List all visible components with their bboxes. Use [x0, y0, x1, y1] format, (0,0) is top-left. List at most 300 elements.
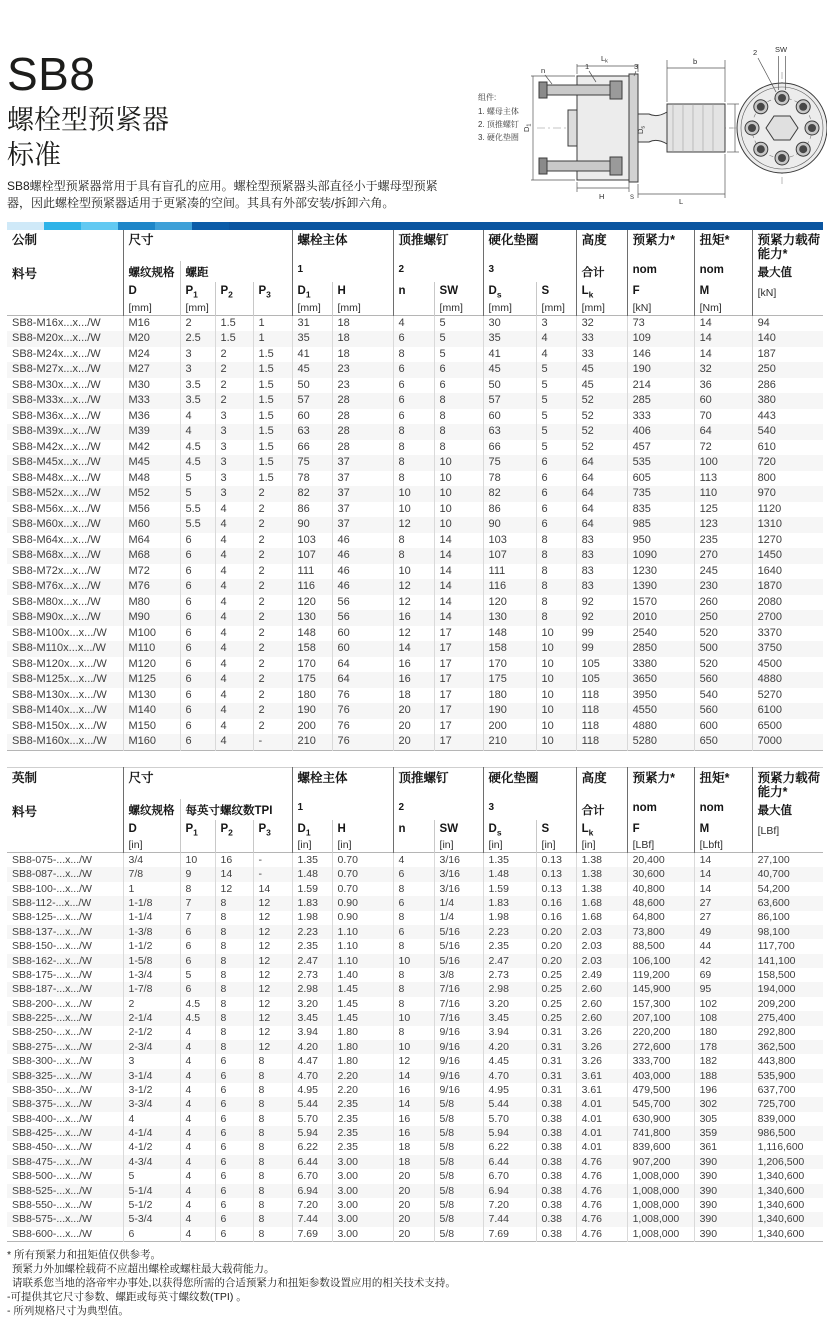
table-row [7, 1069, 823, 1083]
table-cell: 2 [253, 486, 292, 502]
table-cell: 78 [483, 471, 536, 487]
table-cell: 4 [215, 672, 253, 688]
table-cell: 2.03 [576, 925, 627, 939]
part-number-cell: SB8-525-...x.../W [12, 1184, 92, 1197]
table-cell: 3 [215, 424, 253, 440]
table-cell: 20 [393, 1227, 434, 1242]
part-number-cell: SB8-M160x...x.../W [12, 735, 107, 747]
table-cell: 6 [536, 471, 576, 487]
table-cell: 9/16 [434, 1026, 483, 1040]
table-cell: 1 [253, 331, 292, 347]
table-cell: 95 [694, 982, 752, 996]
table-cell: 1 [253, 315, 292, 331]
table-cell: 130 [292, 610, 332, 626]
col-capacity: [LBf] [752, 820, 823, 853]
metric-table [7, 230, 823, 751]
table-cell: 63 [483, 424, 536, 440]
table-cell: 2 [253, 533, 292, 549]
part-number-cell: SB8-100-...x.../W [12, 882, 92, 895]
table-cell: 4.70 [483, 1069, 536, 1083]
table-cell: 16 [393, 610, 434, 626]
part-number-cell: SB8-187-...x.../W [12, 983, 92, 996]
table-cell: 28 [332, 440, 393, 456]
table-cell: 92 [576, 610, 627, 626]
table-cell: 0.13 [536, 853, 576, 868]
table-cell: 12 [253, 911, 292, 925]
table-cell: 443,800 [752, 1054, 823, 1068]
table-cell: 839,600 [627, 1141, 694, 1155]
table-row [7, 517, 823, 533]
table-cell: 1-5/8 [123, 954, 180, 968]
table-cell: 10 [393, 1040, 434, 1054]
table-cell: 3.61 [576, 1083, 627, 1097]
table-cell: 8 [393, 982, 434, 996]
table-cell: M27 [123, 362, 180, 378]
table-cell: 130 [483, 610, 536, 626]
table-cell: 5 [434, 331, 483, 347]
imperial-table [7, 767, 823, 1243]
table-cell: 985 [627, 517, 694, 533]
table-cell: 6.22 [292, 1141, 332, 1155]
table-cell: 2.03 [576, 939, 627, 953]
part-number-cell: SB8-M16x...x.../W [7, 315, 123, 331]
table-cell: 8 [393, 440, 434, 456]
table-cell: 6 [180, 548, 215, 564]
table-cell: 1.5 [253, 471, 292, 487]
col-P3: $P_3$ [253, 282, 292, 315]
table-cell: 64 [576, 486, 627, 502]
table-cell: 8 [536, 564, 576, 580]
table-cell: 5 [536, 424, 576, 440]
table-cell: 8 [215, 1040, 253, 1054]
table-cell: 8 [393, 548, 434, 564]
group-jackbolts: 顶推螺钉 [393, 230, 483, 261]
table-cell: 116 [292, 579, 332, 595]
part-number-cell: SB8-350-...x.../W [12, 1083, 92, 1096]
table-cell: M64 [123, 533, 180, 549]
table-cell: 1-3/4 [123, 968, 180, 982]
table-cell: 50 [292, 378, 332, 394]
col-capacity: [kN] [752, 282, 823, 315]
table-cell: 41 [483, 347, 536, 363]
table-cell: 57 [292, 393, 332, 409]
table-cell: 6 [180, 533, 215, 549]
table-cell: M72 [123, 564, 180, 580]
table-cell: 3-3/4 [123, 1097, 180, 1111]
jackbolt-top-tip [610, 81, 622, 99]
table-cell: 10 [536, 641, 576, 657]
table-cell: 1-1/2 [123, 939, 180, 953]
col-M: M [Nm] [694, 282, 752, 315]
group-washer: 硬化垫圈 [483, 230, 576, 261]
table-cell: 10 [434, 486, 483, 502]
table-row [7, 455, 823, 471]
table-cell: 187 [752, 347, 823, 363]
dim-l-label: L [679, 197, 684, 206]
part-number-cell: SB8-162-...x.../W [12, 954, 92, 967]
table-cell: 14 [694, 347, 752, 363]
table-cell: 10 [434, 455, 483, 471]
part-number-cell: SB8-575-...x.../W [12, 1213, 92, 1226]
table-cell: 2.73 [292, 968, 332, 982]
table-cell: 2.03 [576, 954, 627, 968]
table-cell: 64 [576, 455, 627, 471]
table-cell: 5 [536, 409, 576, 425]
table-cell: 8 [253, 1212, 292, 1226]
table-cell: 4.76 [576, 1198, 627, 1212]
table-cell: 90 [292, 517, 332, 533]
table-cell: 1 [123, 882, 180, 896]
table-cell: 64 [332, 672, 393, 688]
table-cell: 6 [215, 1198, 253, 1212]
table-cell: 2 [253, 517, 292, 533]
table-cell: 4.20 [292, 1040, 332, 1054]
table-cell: 9/16 [434, 1083, 483, 1097]
table-cell: 2 [215, 378, 253, 394]
part-number-cell: SB8-M33x...x.../W [12, 394, 101, 406]
table-cell: 6 [215, 1169, 253, 1183]
table-row [7, 362, 823, 378]
table-cell: 64 [576, 471, 627, 487]
table-cell: 3/16 [434, 867, 483, 881]
table-cell: 7/8 [123, 867, 180, 881]
table-cell: 0.38 [536, 1155, 576, 1169]
table-cell: 285 [627, 393, 694, 409]
table-cell: 8 [393, 347, 434, 363]
table-cell: 4 [215, 657, 253, 673]
table-cell: 46 [332, 579, 393, 595]
part-number-cell: SB8-325-...x.../W [12, 1069, 92, 1082]
table-cell: 37 [332, 471, 393, 487]
table-cell: 8 [215, 896, 253, 910]
table-cell: 12 [215, 882, 253, 896]
table-row [7, 378, 823, 394]
table-cell: 7.20 [483, 1198, 536, 1212]
dim-d1-label: $D_1$ [522, 123, 533, 132]
part-number-cell: SB8-300-...x.../W [12, 1055, 92, 1068]
table-cell: 5/8 [434, 1097, 483, 1111]
table-row [7, 564, 823, 580]
sub-nom-preload: nom [627, 261, 694, 282]
table-cell: 540 [752, 424, 823, 440]
table-cell: 6.70 [483, 1169, 536, 1183]
part-number-cell: SB8-500-...x.../W [12, 1170, 92, 1183]
part-number-cell: SB8-M72x...x.../W [12, 564, 101, 577]
table-cell: 210 [292, 734, 332, 750]
table-row [7, 982, 823, 996]
table-cell: 362,500 [752, 1040, 823, 1054]
table-cell: M52 [123, 486, 180, 502]
table-cell: 8 [180, 882, 215, 896]
table-cell: 5.94 [483, 1126, 536, 1140]
table-cell: 4 [215, 533, 253, 549]
table-cell: 18 [332, 331, 393, 347]
table-cell: 1.5 [253, 455, 292, 471]
table-cell: 27,100 [752, 853, 823, 868]
accent-bar-segment [118, 222, 155, 230]
sub-total: 合计 [576, 799, 627, 820]
table-cell: 125 [694, 502, 752, 518]
table-cell: 6 [180, 688, 215, 704]
table-cell: 14 [694, 315, 752, 331]
table-cell: 113 [694, 471, 752, 487]
part-number-cell: SB8-200-...x.../W [12, 997, 92, 1010]
table-cell: 3/8 [434, 968, 483, 982]
table-cell: 4 [180, 1227, 215, 1242]
table-cell: 8 [536, 533, 576, 549]
table-cell: 10 [393, 486, 434, 502]
table-cell: 107 [292, 548, 332, 564]
table-cell: 14 [393, 1097, 434, 1111]
table-cell: 40,700 [752, 867, 823, 881]
table-cell: 83 [576, 548, 627, 564]
part-number-cell: SB8-M45x...x.../W [12, 456, 101, 468]
table-cell: 5 [123, 1169, 180, 1183]
table-cell: 41 [292, 347, 332, 363]
part-number-cell: SB8-087-...x.../W [12, 868, 92, 881]
table-cell: 4.76 [576, 1169, 627, 1183]
table-cell: 1870 [752, 579, 823, 595]
table-cell: 18 [393, 1141, 434, 1155]
table-cell: 200 [483, 719, 536, 735]
table-cell: 0.38 [536, 1227, 576, 1242]
table-cell: 4 [180, 1126, 215, 1140]
table-cell: 1.38 [576, 853, 627, 868]
table-cell: 0.16 [536, 896, 576, 910]
table-cell: 44 [694, 939, 752, 953]
table-cell: 605 [627, 471, 694, 487]
table-cell: 3.5 [180, 393, 215, 409]
table-cell: 6 [393, 331, 434, 347]
table-cell: 7/16 [434, 1011, 483, 1025]
table-cell: 7.69 [483, 1227, 536, 1242]
table-cell: 0.20 [536, 954, 576, 968]
table-cell: 4500 [752, 657, 823, 673]
table-cell: 2080 [752, 595, 823, 611]
table-cell: 18 [332, 315, 393, 331]
table-cell: 1,008,000 [627, 1184, 694, 1198]
table-cell: 66 [292, 440, 332, 456]
table-cell: 5 [536, 393, 576, 409]
dim-h-label: H [599, 192, 605, 201]
table-row [7, 331, 823, 347]
part-number-cell: SB8-M140x...x.../W [12, 704, 107, 716]
group-torque: 扭矩* [694, 230, 752, 261]
group-torque: 扭矩* [694, 767, 752, 799]
table-cell: 6 [393, 925, 434, 939]
table-cell: 5270 [752, 688, 823, 704]
table-cell: 6 [180, 982, 215, 996]
table-cell: 1.5 [253, 424, 292, 440]
footnotes [7, 1249, 823, 1318]
col-H: H [mm] [332, 282, 393, 315]
table-cell: 190 [627, 362, 694, 378]
table-cell: 4.01 [576, 1141, 627, 1155]
table-cell: 1.5 [253, 347, 292, 363]
table-cell: 6 [215, 1212, 253, 1226]
table-cell: 5 [180, 968, 215, 982]
table-cell: 14 [694, 853, 752, 868]
table-cell: 4 [536, 347, 576, 363]
table-cell: 1.68 [576, 911, 627, 925]
table-cell: 209,200 [752, 997, 823, 1011]
table-cell: 196 [694, 1083, 752, 1097]
table-cell: M160 [123, 734, 180, 750]
accent-bar-segment [7, 222, 44, 230]
metric-table-body [7, 315, 823, 750]
accent-bar-main [229, 222, 823, 230]
table-cell: 1.59 [292, 882, 332, 896]
region-label: 英制 [12, 770, 38, 785]
accent-bar [7, 222, 823, 230]
table-cell: 479,500 [627, 1083, 694, 1097]
table-cell: 302 [694, 1097, 752, 1111]
table-cell: 32 [694, 362, 752, 378]
table-cell: 390 [694, 1227, 752, 1242]
table-cell: 2.35 [483, 939, 536, 953]
table-cell: 2.23 [483, 925, 536, 939]
table-cell: 106,100 [627, 954, 694, 968]
table-cell: 6 [215, 1069, 253, 1083]
table-cell: 1,340,600 [752, 1227, 823, 1242]
table-cell: 6 [180, 719, 215, 735]
table-cell: 188 [694, 1069, 752, 1083]
table-cell: 4 [215, 502, 253, 518]
table-cell: 78 [292, 471, 332, 487]
table-cell: 4 [215, 579, 253, 595]
part-number-cell: SB8-M68x...x.../W [12, 549, 101, 561]
sub-pitch: 螺距 [180, 261, 292, 282]
table-cell: 380 [752, 393, 823, 409]
table-cell: 1390 [627, 579, 694, 595]
table-cell: 35 [292, 331, 332, 347]
table-cell: 735 [627, 486, 694, 502]
col-SW: SW [in] [434, 820, 483, 853]
table-cell: 1450 [752, 548, 823, 564]
table-cell: 5/8 [434, 1212, 483, 1226]
table-cell: 2.35 [332, 1097, 393, 1111]
table-cell: 5-1/4 [123, 1184, 180, 1198]
table-cell: 110 [694, 486, 752, 502]
table-cell: 2.60 [576, 997, 627, 1011]
region-label: 公制 [12, 233, 38, 247]
table-cell: 180 [694, 1026, 752, 1040]
table-cell: 5 [536, 440, 576, 456]
table-cell: 4 [180, 1083, 215, 1097]
table-cell: 4.5 [180, 997, 215, 1011]
table-cell: 120 [483, 595, 536, 611]
table-cell: 1.5 [215, 315, 253, 331]
table-cell: 37 [332, 455, 393, 471]
ref-number-2: 2 [393, 261, 483, 282]
table-cell: 390 [694, 1155, 752, 1169]
part-number-cell: SB8-175-...x.../W [12, 968, 92, 981]
table-cell: 6.22 [483, 1141, 536, 1155]
table-cell: M130 [123, 688, 180, 704]
table-cell: M100 [123, 626, 180, 642]
table-cell: 82 [292, 486, 332, 502]
table-cell: 2.49 [576, 968, 627, 982]
table-cell: 1-7/8 [123, 982, 180, 996]
table-cell: 3650 [627, 672, 694, 688]
table-cell: 14 [253, 882, 292, 896]
table-cell: 986,500 [752, 1126, 823, 1140]
table-cell: 64,800 [627, 911, 694, 925]
table-cell: 3 [180, 362, 215, 378]
table-cell: 100 [694, 455, 752, 471]
table-cell: 8 [253, 1083, 292, 1097]
table-cell: 5/8 [434, 1126, 483, 1140]
table-cell: 16 [393, 657, 434, 673]
table-cell: 56 [332, 610, 393, 626]
table-cell: 14 [393, 1069, 434, 1083]
table-cell: 7000 [752, 734, 823, 750]
table-cell: 4 [180, 1169, 215, 1183]
table-cell: 70 [694, 409, 752, 425]
table-cell: - [253, 867, 292, 881]
table-cell: 4 [215, 734, 253, 750]
table-row [7, 626, 823, 642]
table-row [7, 896, 823, 910]
table-cell: 86 [292, 502, 332, 518]
table-cell: 1640 [752, 564, 823, 580]
table-cell: 28 [332, 424, 393, 440]
table-cell: 4 [180, 1097, 215, 1111]
table-cell: 250 [694, 610, 752, 626]
table-row [7, 734, 823, 750]
table-cell: 52 [576, 440, 627, 456]
table-cell: 1.10 [332, 925, 393, 939]
table-cell: 0.70 [332, 867, 393, 881]
table-cell: 0.16 [536, 911, 576, 925]
table-cell: 119,200 [627, 968, 694, 982]
col-SW: SW [mm] [434, 282, 483, 315]
imperial-table-body [7, 853, 823, 1242]
table-cell: 118 [576, 703, 627, 719]
table-cell: 6 [180, 626, 215, 642]
table-cell: 1.45 [332, 1011, 393, 1025]
table-cell: 6 [180, 703, 215, 719]
table-cell: 1,008,000 [627, 1212, 694, 1226]
table-cell: 4550 [627, 703, 694, 719]
table-cell: 158 [292, 641, 332, 657]
drawing-legend-item: 1. 螺母主体 [478, 107, 519, 116]
accent-bar-segment [192, 222, 229, 230]
table-cell: 6 [393, 362, 434, 378]
accent-bar-segment [155, 222, 192, 230]
table-cell: 5.70 [292, 1112, 332, 1126]
table-cell: 46 [332, 564, 393, 580]
part-number-cell: SB8-M30x...x.../W [12, 378, 101, 391]
table-cell: 4 [215, 688, 253, 704]
ref-number-1: 1 [292, 799, 393, 820]
table-cell: 60 [694, 393, 752, 409]
table-cell: 17 [434, 688, 483, 704]
table-cell: 4.47 [292, 1054, 332, 1068]
table-cell: 7 [180, 896, 215, 910]
part-number-cell: SB8-M39x...x.../W [12, 425, 101, 437]
table-cell: 5.5 [180, 502, 215, 518]
table-cell: 2 [253, 672, 292, 688]
table-cell: 3.94 [483, 1026, 536, 1040]
group-preload: 预紧力* [627, 767, 694, 799]
table-cell: 6 [123, 1227, 180, 1242]
part-number-cell: SB8-M48x...x.../W [12, 471, 101, 484]
footnote: -可提供其它尺寸参数、螺距或每英寸螺纹数(TPI) 。 [7, 1290, 247, 1303]
table-cell: 52 [576, 424, 627, 440]
table-cell: 1,340,600 [752, 1198, 823, 1212]
table-cell: 17 [434, 734, 483, 750]
